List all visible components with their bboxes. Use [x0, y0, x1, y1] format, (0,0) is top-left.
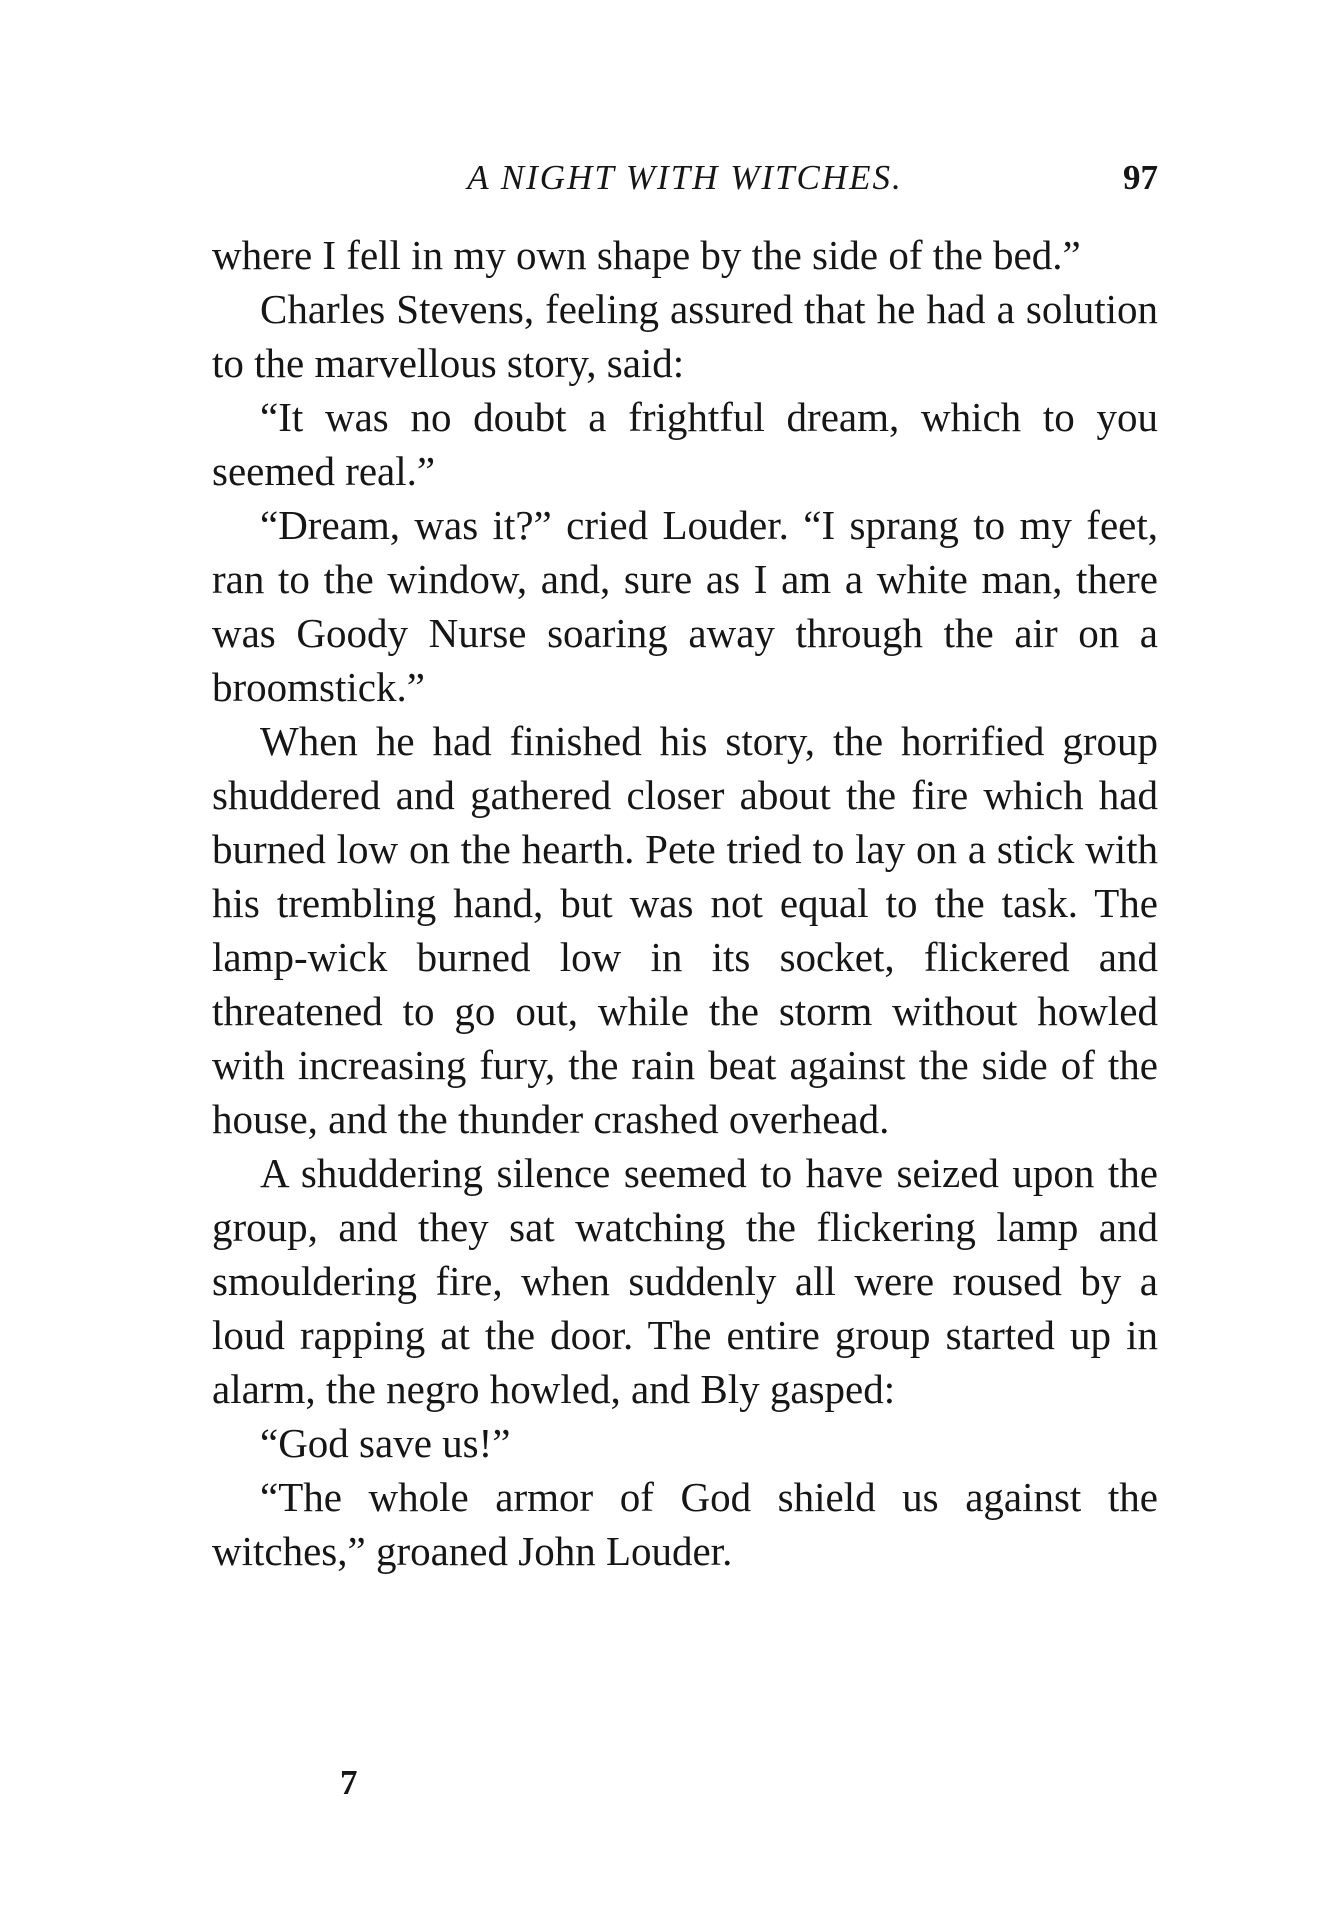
paragraph-horrified-group: When he had finished his story, the horrified group shuddered and gathered closer about the fire which had burned low on the hearth. Pete tried to lay on a stick with his trembling hand, but was not equal to the task. The lamp-wick burned low in its socket, flickered and threatened to go out, while the storm without howled with increasing fury, the rain beat against the side of the house, and the thunder crashed overhead. [212, 718, 1158, 1142]
paragraph-stevens-narration: Charles Stevens, feeling assured that he had a solution to the marvellous story, said: [212, 286, 1158, 386]
paragraph-shuddering-silence: A shuddering silence seemed to have seized upon the group, and they sat watching the flickering lamp and smouldering fire, when suddenly all were roused by a loud rapping at the door. The entire group started up in alarm, the negro howled, and Bly gasped: [212, 1150, 1158, 1412]
paragraph-louder-quote: “Dream, was it?” cried Louder. “I sprang to my feet, ran to the window, and, sure as I am a white man, there was Goody Nurse soaring away through the air on a broomstick.” [212, 502, 1158, 710]
paragraph-whole-armor: “The whole armor of God shield us against the witches,” groaned John Louder. [212, 1474, 1158, 1574]
paragraph-stevens-quote: “It was no doubt a frightful dream, which to you seemed real.” [212, 394, 1158, 494]
running-head [212, 150, 1158, 206]
page-number: 97 [1123, 158, 1158, 197]
paragraph-continuation: where I fell in my own shape by the side of the bed.” [212, 232, 1081, 278]
body-text [212, 228, 1158, 1578]
signature-mark: 7 [340, 1763, 358, 1802]
paragraph-god-save-us: “God save us!” [260, 1420, 511, 1466]
running-title: A NIGHT WITH WITCHES. [467, 158, 903, 197]
